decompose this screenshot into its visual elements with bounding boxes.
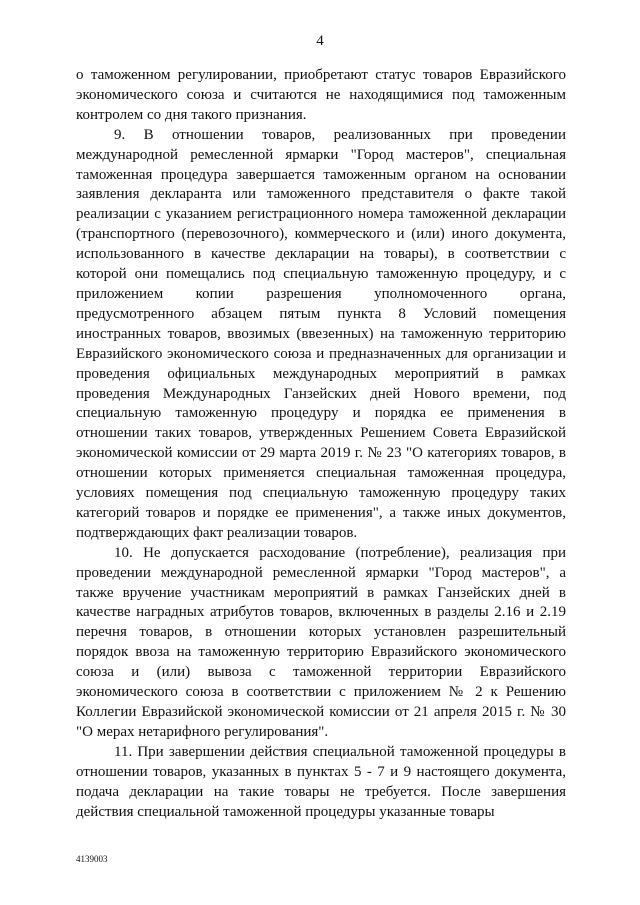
paragraph-continuation: о таможенном регулировании, приобретают статус товаров Евразийского экономического союза и считаются не находящимися под таможенным контролем со дня такого признания. bbox=[76, 67, 566, 123]
paragraph-item-11: 11. При завершении действия специальной таможенной процедуры в отношении товаров, указанных в пунктах 5 - 7 и 9 настоящего документа, подача декларации на такие товары не требуется. После завершения действия специальной таможенной процедуры указанные товары bbox=[76, 743, 566, 820]
page-number: 4 bbox=[316, 33, 324, 49]
paragraph-item-9: 9. В отношении товаров, реализованных при проведении международной ремесленной ярмарки "Город мастеров", специальная таможенная процедура завершается таможенным органом на основании заявления декларанта или таможенного представителя о факте такой реализации с указанием регистрационного номера таможенной декларации (транспортного (перевозочного), коммерческого и (или) иного документа, использованного в качестве декларации на товары), в соответствии с которой они помещались под специальную таможенную процедуру, и с приложением копии разрешения уполномоченного органа, предусмотренного абзацем пятым пункта 8 Условий помещения иностранных товаров, ввозимых (ввезенных) на таможенную территорию Евразийского экономического союза и предназначенных для организации и проведения официальных международных мероприятий в рамках проведения Международных Ганзейских дней Нового времени, под специальную таможенную процедуру и порядка ее применения в отношении таких товаров, утвержденных Решением Совета Евразийской экономической комиссии от 29 марта 2019 г. № 23 "О категориях товаров, в отношении которых применяется специальная таможенная процедура, условиях помещения под специальную таможенную процедуру таких категорий товаров и порядке ее применения", а также иных документов, подтверждающих факт реализации товаров. bbox=[76, 126, 566, 541]
document-body bbox=[76, 66, 566, 822]
paragraph-item-10: 10. Не допускается расходование (потребление), реализация при проведении международной ремесленной ярмарки "Город мастеров", а также вручение участникам мероприятий в рамках Ганзейских дней в качестве наградных атрибутов товаров, включенных в разделы 2.16 и 2.19 перечня товаров, в отношении которых установлен разрешительный порядок ввоза на таможенную территорию Евразийского экономического союза и (или) вывоза с таможенной территории Евразийского экономического союза в соответствии с приложением № 2 к Решению Коллегии Евразийской экономической комиссии от 21 апреля 2015 г. № 30 "О мерах нетарифного регулирования". bbox=[76, 544, 566, 740]
document-code: 4139003 bbox=[76, 854, 108, 864]
